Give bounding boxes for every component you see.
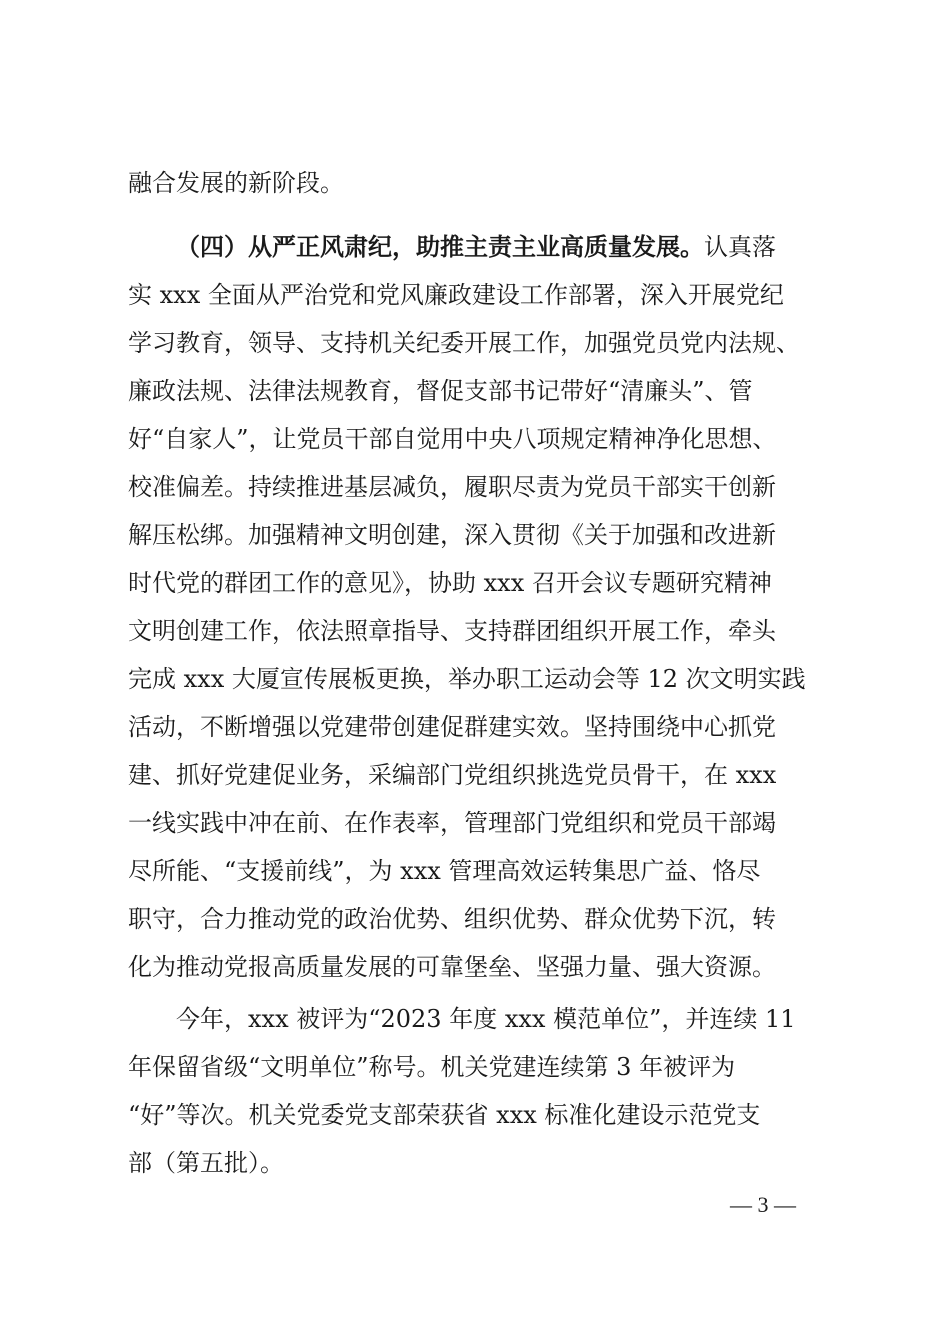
section-four-line: 化为推动党报高质量发展的可靠堡垒、坚强力量、强大资源。 [128, 953, 776, 981]
section-four-line: 一线实践中冲在前、在作表率，管理部门党组织和党员干部竭 [128, 809, 776, 837]
section-four-line: 廉政法规、法律法规教育，督促支部书记带好“清廉头”、管 [128, 377, 753, 405]
page-number: — 3 — [730, 1192, 796, 1217]
summary-line: 部（第五批）。 [128, 1149, 284, 1177]
section-four-line: 好“自家人”，让党员干部自觉用中央八项规定精神净化思想、 [128, 425, 777, 453]
section-four-line: 建、抓好党建促业务，采编部门党组织挑选党员骨干，在 xxx [128, 761, 777, 789]
summary-line: “好”等次。机关党委党支部荣获省 xxx 标准化建设示范党支 [128, 1101, 761, 1129]
section-four-line: 校准偏差。持续推进基层减负，履职尽责为党员干部实干创新 [128, 473, 776, 501]
section-four-first-line-tail: 认真落 [704, 233, 776, 261]
section-four-line: 尽所能、“支援前线”，为 xxx 管理高效运转集思广益、恪尽 [128, 857, 761, 885]
section-four-line: 时代党的群团工作的意见》，协助 xxx 召开会议专题研究精神 [128, 569, 772, 597]
section-four-line: 文明创建工作，依法照章指导、支持群团组织开展工作，牵头 [128, 617, 776, 645]
section-four-line: 活动，不断增强以党建带创建促群建实效。坚持围绕中心抓党 [128, 713, 776, 741]
section-four-line: 学习教育，领导、支持机关纪委开展工作，加强党员党内法规、 [128, 329, 800, 357]
section-four-line: 解压松绑。加强精神文明创建，深入贯彻《关于加强和改进新 [128, 521, 776, 549]
section-four-first-line [176, 228, 776, 266]
section-four-line: 实 xxx 全面从严治党和党风廉政建设工作部署，深入开展党纪 [128, 281, 784, 309]
section-four-heading: （四）从严正风肃纪，助推主责主业高质量发展。 [176, 232, 704, 261]
summary-line: 年保留省级“文明单位”称号。机关党建连续第 3 年被评为 [128, 1053, 736, 1081]
section-four-line: 完成 xxx 大厦宣传展板更换，举办职工运动会等 12 次文明实践 [128, 665, 806, 693]
section-four-line: 职守，合力推动党的政治优势、组织优势、群众优势下沉，转 [128, 905, 776, 933]
continuation-line: 融合发展的新阶段。 [128, 169, 344, 197]
summary-line: 今年，xxx 被评为“2023 年度 xxx 模范单位”，并连续 11 [176, 1005, 796, 1033]
